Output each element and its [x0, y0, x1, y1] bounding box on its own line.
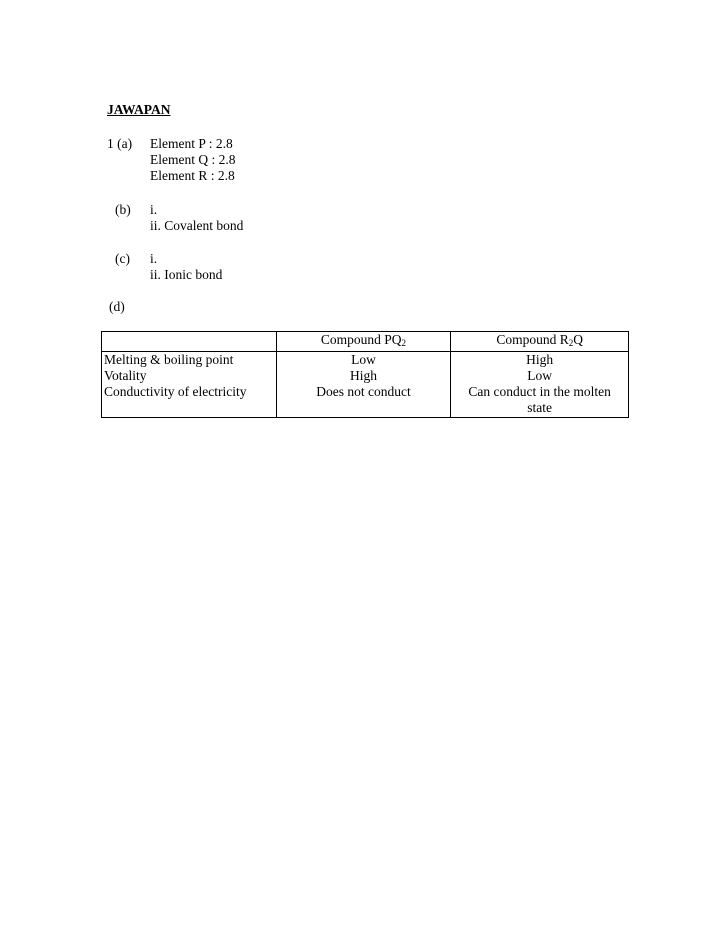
cell-line: Can conduct in the molten [468, 384, 611, 399]
table-row [102, 368, 629, 384]
table-header-compound-r2q [451, 332, 629, 352]
table-header-row [102, 332, 629, 352]
properties-table [101, 331, 629, 418]
page-title: JAWAPAN [107, 102, 171, 117]
header-subscript: 2 [401, 338, 407, 348]
table-header-blank [102, 332, 277, 352]
table-cell-r2q: Low [451, 368, 629, 384]
question-1a-label: 1 (a) [107, 136, 133, 151]
answer-line: ii. Ionic bond [150, 267, 223, 282]
header-subscript: 2 [568, 338, 574, 348]
question-1a-answer [150, 136, 235, 184]
answer-line: Element R : 2.8 [150, 168, 235, 183]
answer-line: i. [150, 202, 158, 217]
header-text: Compound PQ [320, 332, 402, 347]
answer-line: Element P : 2.8 [150, 136, 233, 151]
table-cell-r2q [451, 384, 629, 418]
header-text-tail: Q [573, 332, 583, 347]
table-cell-pq2: Low [276, 352, 451, 369]
table-row [102, 384, 629, 418]
table-row [102, 352, 629, 369]
question-1c-answer [150, 251, 222, 283]
answer-line: i. [150, 251, 158, 266]
table-header-compound-pq2 [276, 332, 451, 352]
question-1d-label: (d) [109, 299, 125, 314]
header-text: Compound R [496, 332, 569, 347]
answer-line: ii. Covalent bond [150, 218, 244, 233]
table-cell-property: Conductivity of electricity [102, 384, 277, 418]
question-1b-answer [150, 202, 243, 234]
table-cell-property: Votality [102, 368, 277, 384]
cell-line: state [527, 400, 553, 415]
question-1b-label: (b) [115, 202, 131, 217]
table-cell-pq2: High [276, 368, 451, 384]
table-cell-property: Melting & boiling point [102, 352, 277, 369]
table-cell-r2q: High [451, 352, 629, 369]
answer-line: Element Q : 2.8 [150, 152, 236, 167]
table-cell-pq2: Does not conduct [276, 384, 451, 418]
question-1c-label: (c) [115, 251, 130, 266]
